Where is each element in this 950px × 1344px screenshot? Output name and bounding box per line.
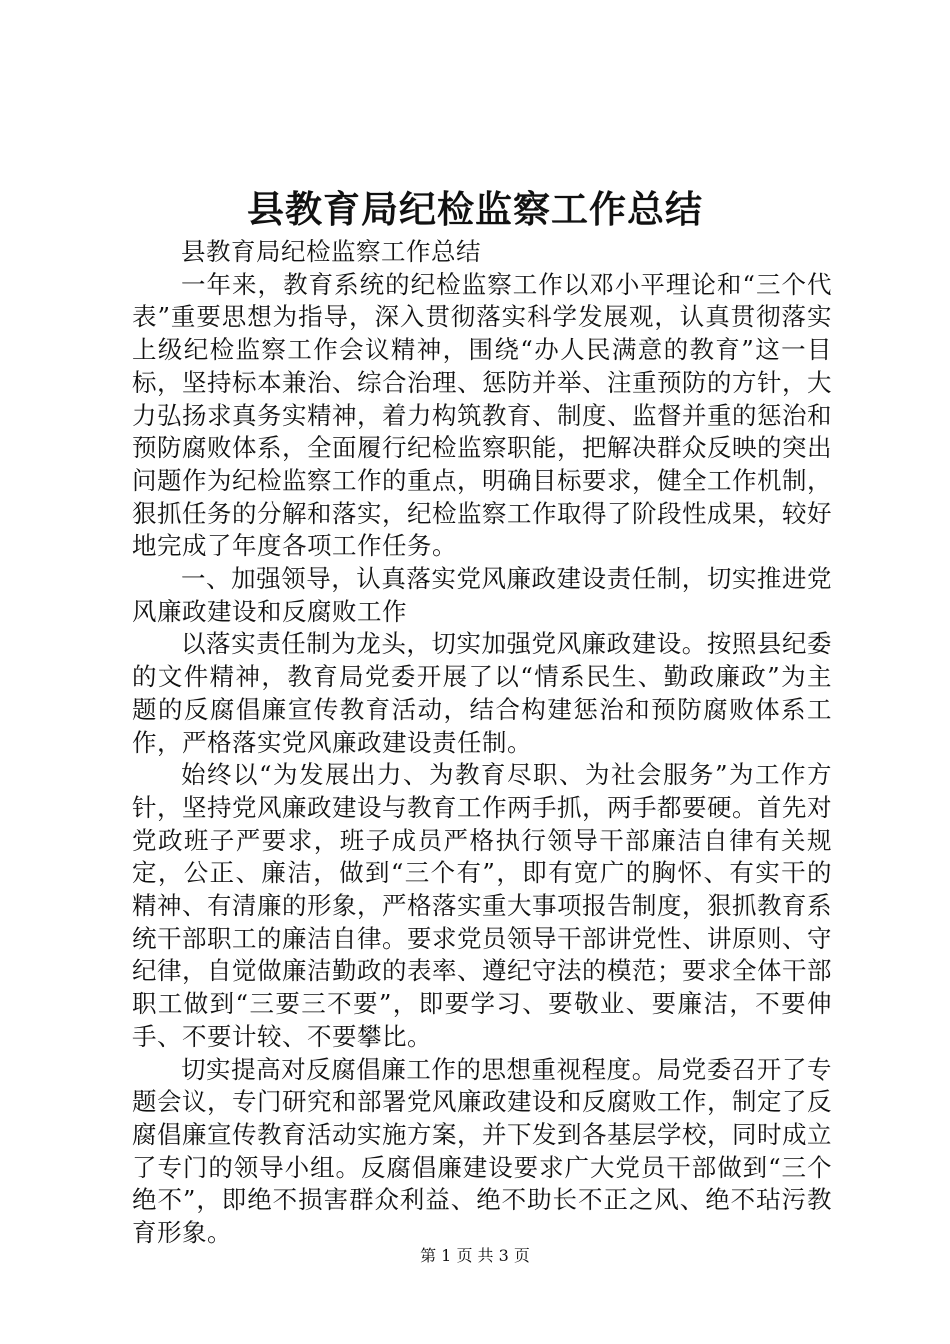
intro-paragraph: 一年来，教育系统的纪检监察工作以邓小平理论和“三个代表”重要思想为指导，深入贯彻落实科学发展观，认真贯彻落实上级纪检监察工作会议精神，围绕“办人民满意的教育”这一目标，坚持标本兼治、综合治理、惩防并举、注重预防的方针，大力弘扬求真务实精神，着力构筑教育、制度、监督并重的惩治和预防腐败体系，全面履行纪检监察职能，把解决群众反映的突出问题作为纪检监察工作的重点，明确目标要求，健全工作机制，狠抓任务的分解和落实，纪检监察工作取得了阶段性成果，较好地完成了年度各项工作任务。 xyxy=(132,269,832,561)
body-paragraph: 以落实责任制为龙头，切实加强党风廉政建设。按照县纪委的文件精神，教育局党委开展了以“情系民生、勤政廉政”为主题的反腐倡廉宣传教育活动，结合构建惩治和预防腐败体系工作，严格落实党风廉政建设责任制。 xyxy=(132,629,832,757)
document-title: 县教育局纪检监察工作总结 xyxy=(247,187,703,231)
document-body xyxy=(132,236,832,1250)
subtitle-paragraph: 县教育局纪检监察工作总结 xyxy=(181,237,481,266)
body-paragraph: 始终以“为发展出力、为教育尽职、为社会服务”为工作方针，坚持党风廉政建设与教育工作两手抓，两手都要硬。首先对党政班子严要求，班子成员严格执行领导干部廉洁自律有关规定，公正、廉洁，做到“三个有”，即有宽广的胸怀、有实干的精神、有清廉的形象，严格落实重大事项报告制度，狠抓教育系统干部职工的廉洁自律。要求党员领导干部讲党性、讲原则、守纪律，自觉做廉洁勤政的表率、遵纪守法的模范；要求全体干部职工做到“三要三不要”，即要学习、要敬业、要廉洁，不要伸手、不要计较、不要攀比。 xyxy=(132,760,832,1051)
body-paragraph: 切实提高对反腐倡廉工作的思想重视程度。局党委召开了专题会议，专门研究和部署党风廉政建设和反腐败工作，制定了反腐倡廉宣传教育活动实施方案，并下发到各基层学校，同时成立了专门的领导小组。反腐倡廉建设要求广大党员干部做到“三个绝不”，即绝不损害群众利益、绝不助长不正之风、绝不玷污教育形象。 xyxy=(132,1054,832,1248)
section-heading-1: 一、加强领导，认真落实党风廉政建设责任制，切实推进党风廉政建设和反腐败工作 xyxy=(132,564,832,626)
page-number-footer: 第 1 页 共 3 页 xyxy=(420,1246,530,1265)
